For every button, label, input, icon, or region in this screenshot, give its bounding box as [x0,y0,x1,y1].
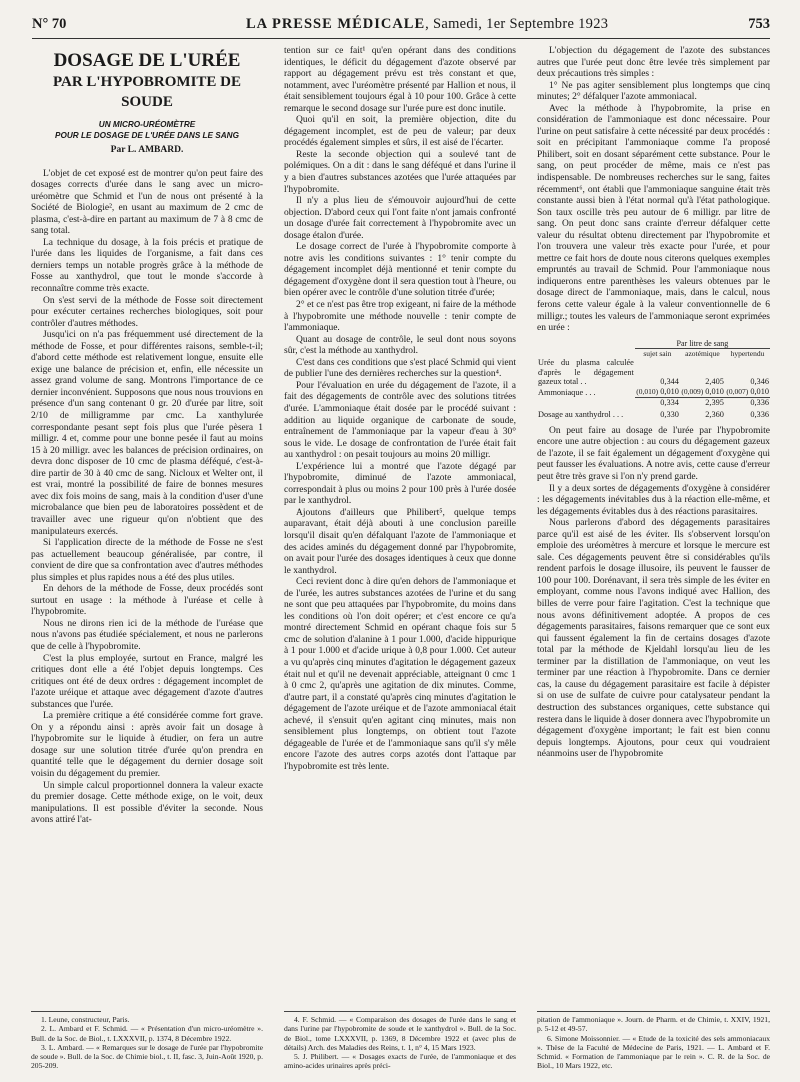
article-subtitle: UN MICRO-URÉOMÈTRE [98,120,196,129]
paragraph: En dehors de la méthode de Fosse, deux procédés sont surtout en usage : la méthode à l'uréase et celle à l'hypobromite. [31,584,263,618]
paragraph: On peut faire au dosage de l'urée par l'hypobromite encore une autre objection : au cours du dégagement gazeux de l'azote, il se fait également un dégagement d'oxygène qui peut fausser les évaluations. A notre avis, cette cause d'erreur peut être très grave si l'on n'y prend garde. [537,425,770,483]
table-row [537,387,770,397]
footnotes-column-1 [31,1015,263,1071]
article-title: DOSAGE DE L'URÉE [53,50,241,71]
paragraph: L'objet de cet exposé est de montrer qu'on peut faire des dosages corrects d'urée dans le sang avec un micro-uréomètre que Schmid et l'un de nous ont présenté à la Société de Biologie², en usant au maximum de 2 cmc de plasma, c'est-à-dire en partant au maximum de 7 à 8 cmc de sang total. [31,168,263,237]
row-label: Dosage au xanthydrol . . . [538,410,624,420]
paragraph: Un simple calcul proportionnel donnera la valeur exacte du premier dosage. Cette méthode exige, on le voit, deux manipulations. Il est possible d'éviter la seconde. Nous avons attiré l'at- [31,780,263,826]
article-subtitle-2: POUR LE DOSAGE DE L'URÉE DANS LE SANG [55,130,239,140]
table-row-difference [537,397,770,407]
paragraph: L'expérience lui a montré que l'azote dégagé par l'hypobromite, diminué de l'azote ammoniacal, correspondait à plus ou moins 2 pour 100 près à l'urée dosée par le xanthydrol. [284,461,516,507]
table-cell: 0,010 [660,387,679,397]
footnote: 2. L. Ambard et F. Schmid. — « Présentation d'un micro-uréomètre ». Bull. de la Soc. de Biol., t. LXXXVII, p. 1374, 8 Décembre 1922. [31,1024,263,1043]
row-label: Urée du plasma calculée d'après le dégagement gazeux total . . [538,358,634,387]
paragraph: Quant au dosage de contrôle, le seul dont nous soyons sûr, c'est la méthode au xanthydrol. [284,334,516,357]
column-1 [31,46,263,827]
paragraph: C'est dans ces conditions que s'est placé Schmid qui vient de publier l'une des dernières recherches sur la question⁴. [284,357,516,380]
paragraph: Il n'y a plus lieu de s'émouvoir aujourd'hui de cette objection. D'abord ceux qui l'ont faite n'ont jamais confronté un dosage d'urée fait correctement à l'hypobromite avec un dosage étalon d'urée. [284,196,516,241]
paragraph: Ceci revient donc à dire qu'en dehors de l'ammoniaque et de l'urée, les autres substances azotées de l'urine et du sang ne sont que peu attaquées par l'hypobromite, du moins dans les conditions où l'on doit opérer; et c'est encore ce qu'a montré directement Schmid en opérant chaque fois sur 5 cmc de solution d'alanine à 1 pour 1.000, d'acide hippurique à 1 pour 1.000 et d'acide urique à 0,8 pour 1.000. Cet auteur a vu qu'après cinq minutes d'agitation le dégagement gazeux était nul et qu'il ne devenait appréciable, atteignant 0 cmc 1 à 0 cmc 2, qu'après une agitation de dix minutes. Comme, d'autre part, il a constaté qu'après cinq minutes d'agitation le dégagement de l'azote uréique et de l'azote ammoniacal était achevé, il s'ensuit qu'en agitant cinq minutes, mais non sensiblement plus longtemps, on obtient tout l'azote dégageable de l'urée et de l'ammoniaque sans qu'il s'y mêle encore l'azote des autres corps azotés dont l'attaque par l'hypobromite est très lente. [284,577,516,772]
paragraph: C'est la plus employée, surtout en France, malgré les critiques dont elle a été l'objet depuis longtemps. Ces critiques ont été de deux ordres : dégagement incomplet de l'azote uréique et attaque avec dégagement d'azote d'autres substances que l'urée. [31,653,263,710]
table-row [537,407,770,420]
header-rule [32,38,770,39]
row-label: Ammoniaque . . . [538,387,596,397]
paragraph: Pour l'évaluation en urée du dégagement de l'azote, il a fait des dégagements de contrôle avec des solutions titrées d'urée. L'ammoniaque était dosée par le procédé suivant : addition au liquide organique de carbonate de soude, entraînement de l'ammoniaque par la vapeur d'eau à 30° sous le vide. Le dosage de confrontation de l'urée était fait au xanthydrol : on pesait toujours au moins 20 milligr. [284,380,516,461]
footnote-rule [284,1011,516,1012]
journal-header [246,16,608,33]
article-title-2: PAR L'HYPOBROMITE DE SOUDE [52,74,242,110]
footnote: pitation de l'ammoniaque ». Journ. de Pharm. et de Chimie, t. XXIV, 1921, p. 5-12 et 49-57. [537,1015,770,1034]
table-cell-direct: (0,007) [726,387,749,397]
table-cell: 0,346 [750,377,769,387]
journal-name: LA PRESSE MÉDICALE [246,16,426,32]
paragraph: 1° Ne pas agiter sensiblement plus longtemps que cinq minutes; 2° défalquer l'azote ammoniacal. [537,80,770,103]
paragraph: 2° et ce n'est pas être trop exigeant, ni faire de la méthode à l'hypobromite une méthode nouvelle : tenir compte de l'ammoniaque. [284,300,516,334]
table-cell: 0,344 [660,377,679,387]
running-header [32,16,770,36]
table-cell: 0,336 [725,397,770,407]
footnote: 3. L. Ambard. — « Remarques sur le dosage de l'urée par l'hypobromite de soude ». Bull. de la Soc. de Chimie biol., t. II, fasc. 3, Juin-Août 1920, p. 205-209. [31,1042,263,1071]
footnote-rule [31,1011,101,1012]
table-cell: 2,405 [705,377,724,387]
paragraph: Jusqu'ici on n'a pas fréquemment usé directement de la méthode de Fosse, et pour différentes raisons, semble-t-il; d'abord cette méthode est relativement longue, ensuite elle exige une balance de précision et, enfin, elle nécessite un assez grand volume de sang. Montrons l'importance de ce dernier inconvénient. Supposons que nous nous trouvions en présence d'un sang contenant 0 gr. 20 d'urée par litre, soit 2/10 de milligramme par cmc. La xanthylurée correspondante pesant sept fois plus que l'urée pèsera 1 milligr. 4 et, comme pour une bonne pesée il faut au moins 15 à 20 milligr. avec les balances de précision ordinaires, on devra donc disposer de 10 cmc de plasma déféqué, c'est-à-dire partir de 30 à 40 cmc de sang. Nicloux et Welter ont, il est vrai, montré la possibilité de faire de bonnes mesures avec dix fois moins de sang, mais à la condition d'user d'une microbalance que bien peu de laboratoires possèdent et de travailler avec une rigueur qu'on n'obtient que des manipulateurs exercés. [31,330,263,537]
paragraph: L'objection du dégagement de l'azote des substances autres que l'urée peut donc être levée très simplement par deux précautions très simples : [537,46,770,80]
paragraph: tention sur ce fait¹ qu'en opérant dans des conditions identiques, le déficit du dégagement d'azote observé par rapport au dégagement prévu est très constant et que, notamment, avec l'uréomètre présenté par Hallion et nous, il était sensiblement toujours égal à 10 pour 100. Grâce à cette remarque le second dosage sur l'urée pure est donc inutile. [284,46,516,114]
table-cell: 0,010 [705,387,724,397]
paragraph: La technique du dosage, à la fois précis et pratique de l'urée dans les liquides de l'organisme, a fait dans ces derniers temps un notable progrès grâce à la méthode de Fosse au xanthydrol, que tout le monde s'accorde à reconnaître comme très exacte. [31,237,263,295]
column-3 [537,46,770,761]
paragraph: Le dosage correct de l'urée à l'hypobromite comporte à notre avis les conditions suivantes : 1° tenir compte du dégagement incomplet déjà mentionné et tenir compte du dégagement d'oxygène dont il sera question tout à l'heure, ou bien opérer avec le contrôle d'une solution titrée d'urée; [284,242,516,299]
paragraph: Reste la seconde objection qui a soulevé tant de polémiques. On a dit : dans le sang déféqué et dans l'urine il y a bien d'autres substances azotées que l'urée attaquées par l'hypobromite. [284,149,516,195]
paragraph: Nous parlerons d'abord des dégagements parasitaires parce qu'il est aisé de les éviter. Ils s'observent lorsqu'on emploie des uréomètres à mercure et lorsque le mercure est sale. Ces dégagements peuvent être si considérables qu'ils rendent parfois le dosage illusoire, ils peuvent le fausser de 100 pour 100. Dorénavant, il sera très simple de les éviter en employant, comme nous l'avons indiqué avec Hallion, des billes de verre pour faire l'agitation. C'est la technique que nous avons définitivement adoptée. A propos de ces dégagements parasitaires, faisons remarquer que ce sont eux qui faussent également la fin de certains dosages d'azote total par la méthode de Kjeldahl lorsqu'au lieu de les terminer par la distillation de l'ammoniaque, on veut les terminer par une réaction à l'hypobromite. Dans ce dernier cas, la cause du dégagement parasitaire est facile à dépister si on use de sulfate de cuivre pour catalysateur pendant la destruction des substances organiques, cette substance qui restera dans le liquide à doser donnera avec l'hypobromite un dégagement d'oxygène important; le fait est bien connu depuis longtemps. Ajoutons, pour ceux qui voudraient néanmoins user de l'hypobromite [537,518,770,760]
table-cell: 0,336 [750,410,769,420]
paragraph: On s'est servi de la méthode de Fosse soit directement pour exécuter certaines recherches biologiques, soit pour contrôler d'autres méthodes. [31,295,263,329]
paragraph: Si l'application directe de la méthode de Fosse ne s'est pas actuellement beaucoup généralisée, par contre, il convient de dire que sa confrontation avec d'autres méthodes plus simples et plus rapides nous a été des plus utiles. [31,538,263,583]
footnotes-column-3 [537,1015,770,1071]
paragraph: Il y a deux sortes de dégagements d'oxygène à considérer : les dégagements inévitables dus à la réaction elle-même, et les dégagements évitables dus à des réactions parasitaires. [537,483,770,517]
paragraph: Ajoutons d'ailleurs que Philibert⁵, quelque temps auparavant, était déjà abouti à une conclusion pareille lorsqu'il disait qu'en défalquant l'azote de l'ammoniaque et des acides aminés du dégagement donné par l'hypobromite, on avait pour l'urée des dosages identiques à ceux que donne le xanthydrol. [284,507,516,576]
column-2 [284,46,516,773]
results-table [537,339,770,420]
footnote: 5. J. Philibert. — « Dosages exacts de l'urée, de l'ammoniaque et des amino-acides urinaires après préci- [284,1052,516,1071]
paragraph: Nous ne dirons rien ici de la méthode de l'uréase que nous n'avons pas étudiée spécialement, et nous ne parlerons que de celle à l'hypobromite. [31,618,263,652]
footnotes-column-2 [284,1015,516,1071]
column-header: sujet sain [643,349,672,359]
issue-number: N° 70 [32,16,67,32]
table-cell-direct: (0,010) [636,387,659,397]
column-header: hypertendu [730,349,765,359]
table-header: Par litre de sang [635,339,770,349]
table-cell: 0,010 [750,387,769,397]
footnote: 1. Leune, constructeur, Paris. [41,1015,130,1024]
table-cell: 2,395 [680,397,725,407]
column-header: azotémique [685,349,720,359]
footnote: 6. Simone Moissonnier. — « Etude de la toxicité des sels ammoniacaux ». Thèse de la Faculté de Médecine de Paris, 1921. — L. Ambard et F. Schmid. « Formation de l'ammoniaque par le rein ». C. R. de la Soc. de Biol., 10 Mars 1922, etc. [537,1033,770,1071]
issue-date: , Samedi, 1er Septembre 1923 [425,16,609,32]
table-row [537,358,770,387]
table-cell: 2,360 [705,410,724,420]
table-cell-direct: (0,009) [681,387,704,397]
author-byline: Par L. AMBARD. [110,145,184,155]
footnote-rule [537,1011,770,1012]
paragraph: La première critique a été considérée comme fort grave. On y a répondu ainsi : après avoir fait un dosage à l'hypobromite sur le liquide à étudier, on fera un autre dosage sur une solution titrée d'urée qu'on prendra en quantité telle que le dégagement du dernier dosage soit voisin du dégagement du premier. [31,711,263,779]
table-cell: 0,334 [635,397,680,407]
footnote: 4. F. Schmid. — « Comparaison des dosages de l'urée dans le sang et dans l'urine par l'hypobromite de soude et le xanthydrol ». Bull. de la Soc. de Biol., tome LXXXVII, p. 1369, 8 Décembre 1922 et (avec plus de détails) Arch. des Maladies des Reins, t. 1, n° 4, 15 Mars 1923. [284,1015,516,1052]
paragraph: Quoi qu'il en soit, la première objection, dite du dégagement incomplet, est de peu de valeur; par deux procédés également simples et sûrs, il est aisé de l'écarter. [284,115,516,149]
page-number: 753 [748,16,770,32]
table-cell: 0,330 [660,410,679,420]
paragraph: Avec la méthode à l'hypobromite, la prise en considération de l'ammoniaque est donc nécessaire. Pour l'urine on peut satisfaire à cette nécessité par deux procédés : soit en précipitant l'ammoniaque comme l'a proposé Philibert, soit en dosant séparément cette substance. Pour le sang, on peut procéder de même, mais ce n'est pas indispensable. De nombreuses recherches sur le sang, faites récemment⁶, ont établi que l'ammoniaque sanguine était très constante aussi bien à l'état normal qu'à l'état pathologique. Son taux oscille très peu autour de 6 milligr. par litre de sang. On peut donc sans crainte d'erreur défalquer cette valeur du résultat obtenu directement par l'hypobromite et l'on trouvera une valeur très exacte pour l'urée, et pour mettre ce fait hors de doute nous citerons quelques exemples empruntés au travail de Schmid. Pour l'ammoniaque nous indiquerons entre parenthèses les valeurs obtenues par le dosage direct de l'ammoniaque, mais, dans le calcul, nous ferons cette valeur égale à la valeur conventionnelle de 6 milligr.; toutes les valeurs de l'ammoniaque seront exprimées en urée : [537,103,770,334]
